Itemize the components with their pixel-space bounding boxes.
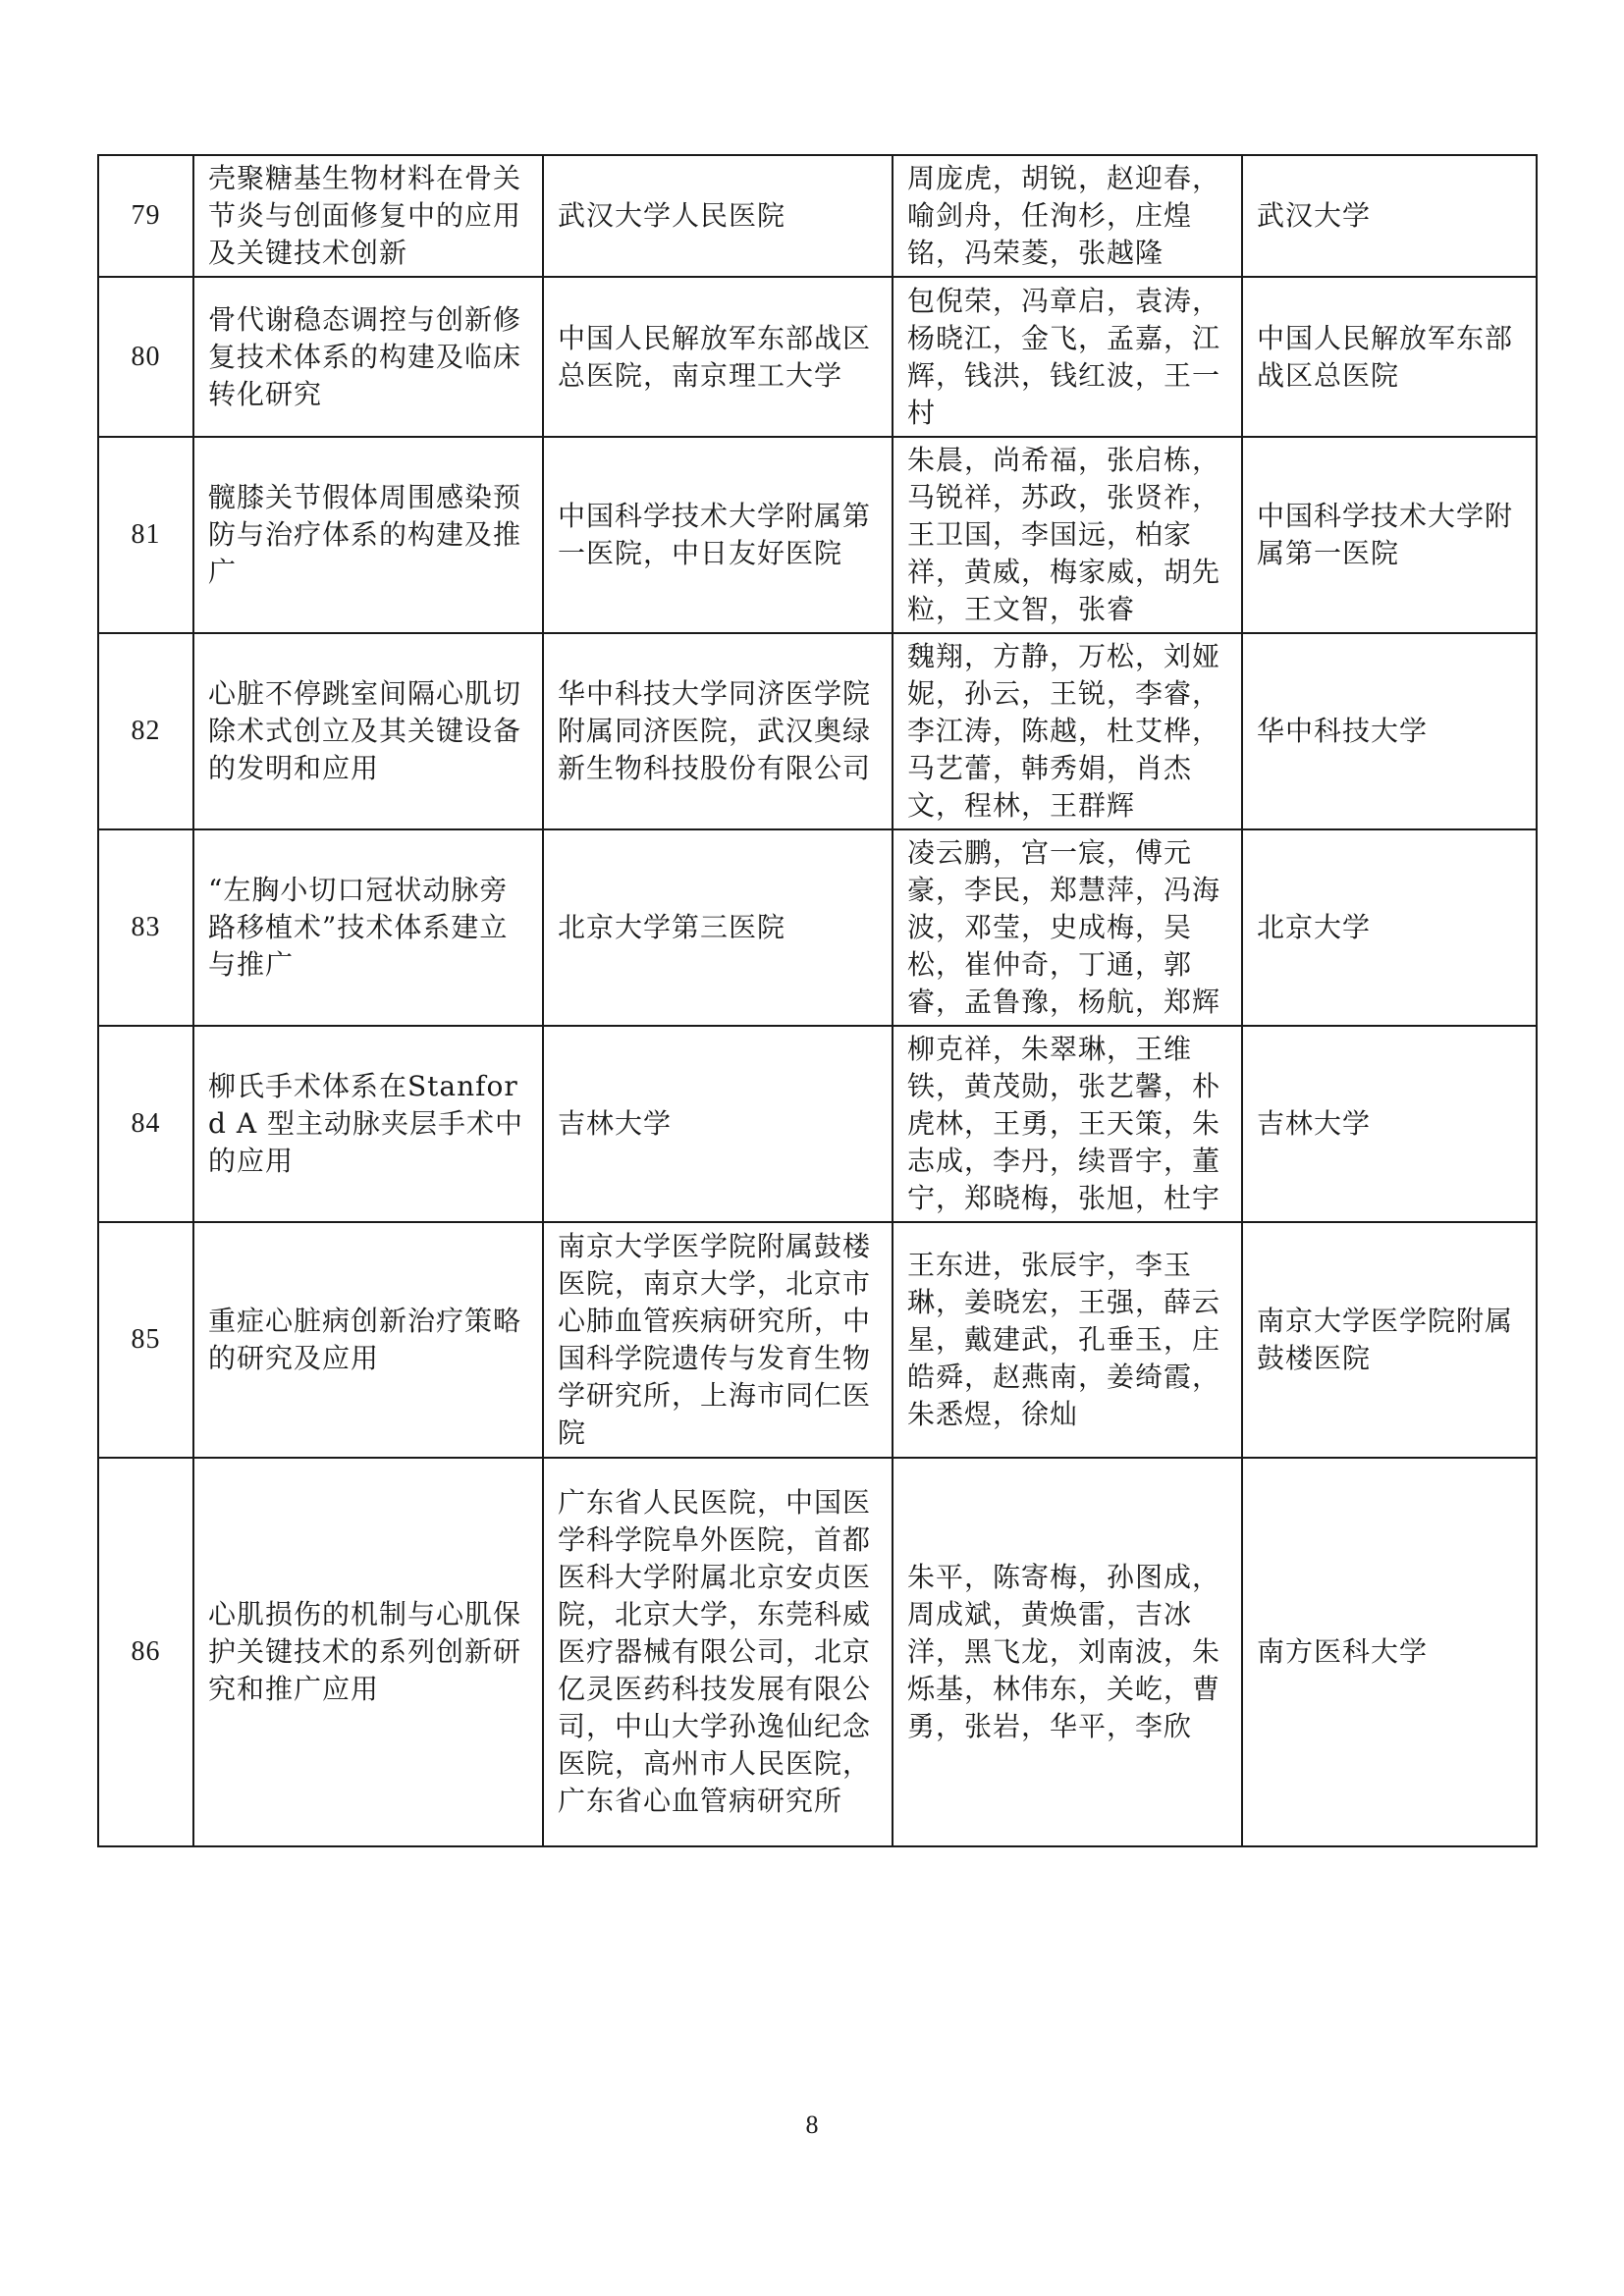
row-number: 83 bbox=[98, 829, 193, 1026]
nominator: 武汉大学 bbox=[1242, 155, 1537, 277]
completing-units: 吉林大学 bbox=[543, 1026, 893, 1222]
project-name: 壳聚糖基生物材料在骨关节炎与创面修复中的应用及关键技术创新 bbox=[193, 155, 543, 277]
project-name: 心肌损伤的机制与心肌保护关键技术的系列创新研究和推广应用 bbox=[193, 1458, 543, 1846]
completing-people: 凌云鹏，宫一宸，傅元豪，李民，郑慧萍，冯海波，邓莹，史成梅，吴松，崔仲奇，丁通，郭睿，孟鲁豫，杨航，郑辉 bbox=[893, 829, 1242, 1026]
row-number: 86 bbox=[98, 1458, 193, 1846]
table-row bbox=[98, 277, 1537, 437]
table-row bbox=[98, 1026, 1537, 1222]
nominator: 华中科技大学 bbox=[1242, 633, 1537, 829]
completing-units: 华中科技大学同济医学院附属同济医院，武汉奥绿新生物科技股份有限公司 bbox=[543, 633, 893, 829]
table-row bbox=[98, 829, 1537, 1026]
row-number: 82 bbox=[98, 633, 193, 829]
page-number: 8 bbox=[805, 2110, 819, 2139]
completing-people: 朱平，陈寄梅，孙图成，周成斌，黄焕雷，吉冰洋，黑飞龙，刘南波，朱烁基，林伟东，关屹，曹勇，张岩，华平，李欣 bbox=[893, 1458, 1242, 1846]
completing-people: 周庞虎，胡锐，赵迎春，喻剑舟，任洵杉，庄煌铭，冯荣菱，张越隆 bbox=[893, 155, 1242, 277]
completing-units: 武汉大学人民医院 bbox=[543, 155, 893, 277]
nominator: 中国人民解放军东部战区总医院 bbox=[1242, 277, 1537, 437]
table-row bbox=[98, 633, 1537, 829]
nominator: 中国科学技术大学附属第一医院 bbox=[1242, 437, 1537, 633]
nominator: 吉林大学 bbox=[1242, 1026, 1537, 1222]
completing-people: 王东进，张辰宇，李玉琳，姜晓宏，王强，薛云星，戴建武，孔垂玉，庄皓舜，赵燕南，姜绮霞，朱悉煜，徐灿 bbox=[893, 1222, 1242, 1458]
project-name: 心脏不停跳室间隔心肌切除术式创立及其关键设备的发明和应用 bbox=[193, 633, 543, 829]
completing-units: 中国科学技术大学附属第一医院，中日友好医院 bbox=[543, 437, 893, 633]
project-name: 重症心脏病创新治疗策略的研究及应用 bbox=[193, 1222, 543, 1458]
project-name: 骨代谢稳态调控与创新修复技术体系的构建及临床转化研究 bbox=[193, 277, 543, 437]
completing-people: 朱晨，尚希福，张启栋，马锐祥，苏政，张贤祚，王卫国，李国远，柏家祥，黄威，梅家威，胡先粒，王文智，张睿 bbox=[893, 437, 1242, 633]
table-row bbox=[98, 155, 1537, 277]
completing-people: 包倪荣，冯章启，袁涛，杨晓江，金飞，孟嘉，江辉，钱洪，钱红波，王一村 bbox=[893, 277, 1242, 437]
row-number: 85 bbox=[98, 1222, 193, 1458]
completing-people: 魏翔，方静，万松，刘娅妮，孙云，王锐，李睿，李江涛，陈越，杜艾桦，马艺蕾，韩秀娟，肖杰文，程林，王群辉 bbox=[893, 633, 1242, 829]
completing-units: 广东省人民医院，中国医学科学院阜外医院，首都医科大学附属北京安贞医院，北京大学，东莞科威医疗器械有限公司，北京亿灵医药科技发展有限公司，中山大学孙逸仙纪念医院，高州市人民医院，广东省心血管病研究所 bbox=[543, 1458, 893, 1846]
row-number: 81 bbox=[98, 437, 193, 633]
awards-table bbox=[97, 154, 1538, 1847]
completing-units: 南京大学医学院附属鼓楼医院，南京大学，北京市心肺血管疾病研究所，中国科学院遗传与发育生物学研究所，上海市同仁医院 bbox=[543, 1222, 893, 1458]
nominator: 南方医科大学 bbox=[1242, 1458, 1537, 1846]
project-name: 柳氏手术体系在Stanford A 型主动脉夹层手术中的应用 bbox=[193, 1026, 543, 1222]
completing-units: 北京大学第三医院 bbox=[543, 829, 893, 1026]
row-number: 79 bbox=[98, 155, 193, 277]
row-number: 84 bbox=[98, 1026, 193, 1222]
completing-people: 柳克祥，朱翠琳，王维铁，黄茂勋，张艺馨，朴虎林，王勇，王天策，朱志成，李丹，续晋宇，董宁，郑晓梅，张旭，杜宇 bbox=[893, 1026, 1242, 1222]
table-row bbox=[98, 1222, 1537, 1458]
completing-units: 中国人民解放军东部战区总医院，南京理工大学 bbox=[543, 277, 893, 437]
table-row bbox=[98, 437, 1537, 633]
table-row bbox=[98, 1458, 1537, 1846]
nominator: 北京大学 bbox=[1242, 829, 1537, 1026]
nominator: 南京大学医学院附属鼓楼医院 bbox=[1242, 1222, 1537, 1458]
project-name: “左胸小切口冠状动脉旁路移植术”技术体系建立与推广 bbox=[193, 829, 543, 1026]
project-name: 髋膝关节假体周围感染预防与治疗体系的构建及推广 bbox=[193, 437, 543, 633]
row-number: 80 bbox=[98, 277, 193, 437]
